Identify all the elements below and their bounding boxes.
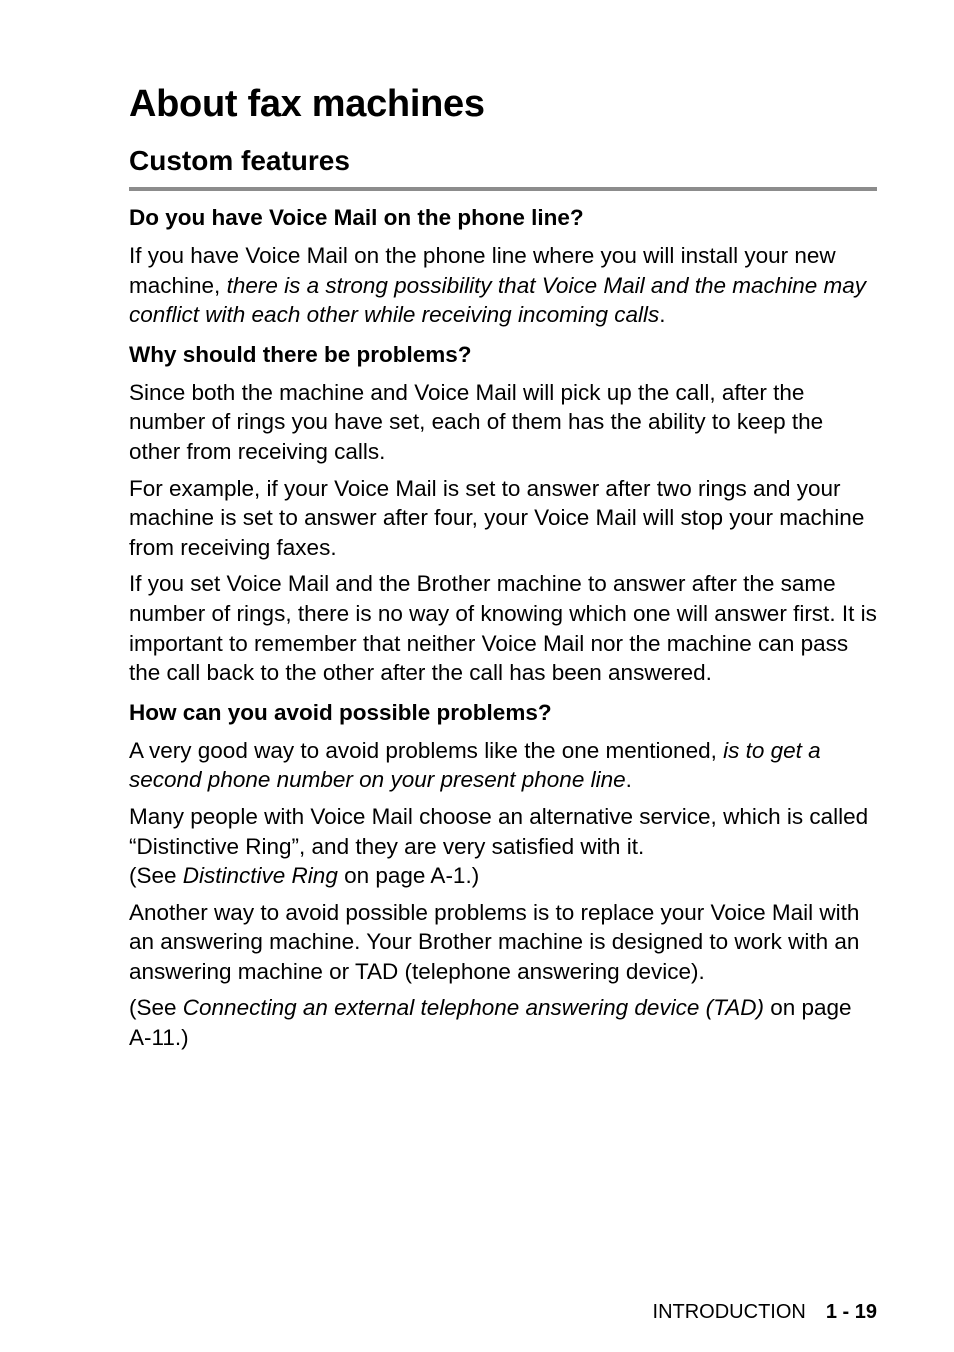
footer-page-number: 1 - 19 — [825, 1301, 877, 1323]
avoid-period: . — [625, 767, 632, 793]
distinctive-ring-text: Many people with Voice Mail choose an alternative service, which is called “Distinctive Ring”, and they are very satisfied with it. — [129, 803, 869, 859]
voice-mail-paragraph — [129, 241, 877, 330]
page-content — [129, 78, 877, 1053]
page-footer — [653, 1299, 877, 1325]
avoid-emphasis: is to get a second phone number on your present phone line — [129, 737, 821, 793]
problems-heading: Why should there be problems? — [129, 341, 472, 367]
page-title: About fax machines — [129, 83, 485, 125]
avoid-paragraph-4 — [129, 993, 877, 1052]
voice-mail-text: If you have Voice Mail on the phone line where you will install your new machine, — [129, 243, 836, 298]
avoid-paragraph-2 — [129, 802, 877, 891]
distinctive-ring-see: (See — [129, 863, 183, 889]
voice-mail-period: . — [659, 302, 666, 328]
avoid-paragraph-3: Another way to avoid possible problems is to replace your Voice Mail with an answering machine. Your Brother machine is designed to work with an answering machine or TAD (telephone answering device). — [129, 899, 860, 984]
avoid-heading: How can you avoid possible problems? — [129, 699, 552, 725]
avoid-paragraph-1 — [129, 736, 877, 795]
avoid-text: A very good way to avoid problems like the one mentioned, — [129, 737, 724, 763]
tad-link[interactable]: Connecting an external telephone answering device (TAD) — [182, 995, 764, 1021]
distinctive-ring-page: on page A-1.) — [337, 863, 480, 889]
distinctive-ring-link[interactable]: Distinctive Ring — [182, 863, 338, 889]
section-heading: Custom features — [129, 143, 877, 191]
problems-paragraph-2: For example, if your Voice Mail is set to answer after two rings and your machine is set to answer after four, your Voice Mail will stop your machine from receiving faxes. — [129, 475, 865, 560]
problems-paragraph-1: Since both the machine and Voice Mail will pick up the call, after the number of rings you have set, each of them has the ability to keep the other from receiving calls. — [129, 379, 824, 464]
tad-see: (See — [129, 995, 183, 1021]
problems-paragraph-3: If you set Voice Mail and the Brother machine to answer after the same number of rings, there is no way of knowing which one will answer first. It is important to remember that neither Voice Mail nor the machine can pass the call back to the other after the call has been answered. — [129, 571, 877, 686]
voice-mail-heading: Do you have Voice Mail on the phone line? — [129, 205, 584, 230]
footer-chapter: INTRODUCTION — [652, 1301, 806, 1323]
tad-page: on page A-11.) — [129, 995, 852, 1051]
voice-mail-emphasis: there is a strong possibility that Voice Mail and the machine may conflict with each other while receiving incoming calls — [129, 272, 867, 328]
